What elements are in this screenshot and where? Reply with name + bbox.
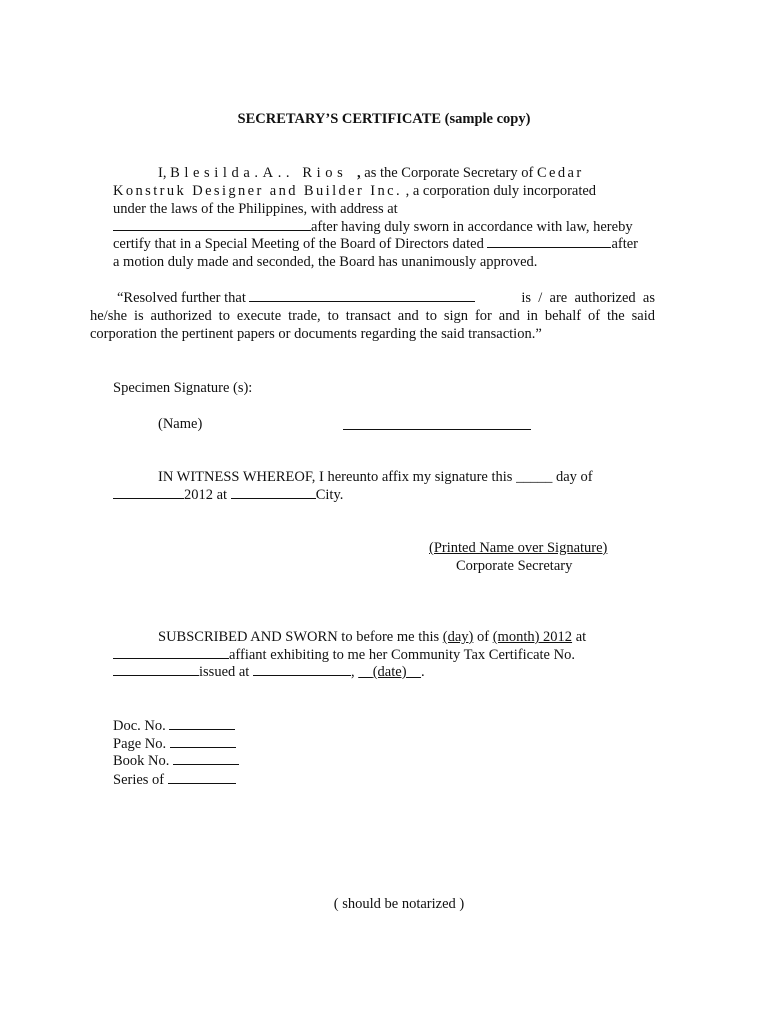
book-no-label: Book No. [113, 753, 174, 769]
affiant-text: affiant exhibiting to me her Community Tax Certificate No. [229, 647, 575, 663]
authorized-person-blank [249, 289, 475, 302]
notary-line-2 [113, 646, 575, 664]
issued-at-text: issued at [199, 664, 253, 680]
affiant-blank [113, 646, 229, 659]
intro-line-2-rest: , a corporation duly incorporated [401, 183, 597, 199]
sworn-text: SUBSCRIBED AND SWORN to before me this [158, 629, 443, 645]
day-field: (day) [442, 629, 474, 645]
intro-line-1 [158, 164, 655, 182]
intro-line-4-rest: after having duly sworn in accordance with law, hereby [311, 219, 633, 235]
company-name-part1: Cedar [536, 165, 584, 181]
intro-line-6: a motion duly made and seconded, the Board has unanimously approved. [113, 254, 538, 270]
specimen-signature-line [343, 429, 531, 430]
intro-line-2 [113, 182, 655, 200]
notary-line-1 [158, 628, 586, 646]
notary-line-3 [113, 663, 425, 681]
specimen-label: Specimen Signature (s): [113, 380, 253, 396]
book-no-row [113, 752, 239, 770]
meeting-date-blank [487, 235, 611, 248]
page-no-label: Page No. [113, 736, 170, 752]
address-blank [113, 218, 311, 231]
witness-city-blank [231, 486, 316, 499]
comma-text: , [350, 664, 359, 680]
book-no-blank [173, 752, 239, 765]
page-no-blank [170, 735, 236, 748]
witness-month-blank [113, 486, 184, 499]
doc-no-blank [169, 717, 235, 730]
series-blank [168, 771, 236, 784]
authorized-text: is / are authorized as [521, 290, 655, 306]
intro-line-5 [113, 235, 638, 253]
month-year-field: (month) 2012 [492, 629, 573, 645]
printed-name-label: (Printed Name over Signature) [429, 540, 608, 556]
witness-city-text: City. [315, 487, 344, 503]
witness-line-2 [113, 486, 343, 504]
intro-line-3: under the laws of the Philippines, with address at [113, 201, 398, 217]
document-title: SECRETARY’S CERTIFICATE (sample copy) [237, 111, 531, 127]
resolution-line-2: he/she is authorized to execute trade, to transact and to sign for and in behalf of the said [90, 308, 655, 324]
meeting-text: certify that in a Special Meeting of the Board of Directors dated [113, 236, 488, 252]
resolution-line-3: corporation the pertinent papers or documents regarding the said transaction.” [90, 326, 542, 342]
issued-place-blank [253, 663, 351, 676]
notarize-note: ( should be notarized ) [333, 896, 465, 912]
secretary-name: Blesilda.A.. Rios [170, 165, 348, 181]
as-text: as the Corporate Secretary of [360, 165, 537, 181]
name-comma: , [357, 165, 361, 181]
date-field: ​ (date) [358, 664, 407, 680]
after-text: after [611, 236, 639, 252]
resolved-text: “Resolved further that [117, 290, 250, 306]
company-name-part2: Konstruk Designer and Builder Inc. [113, 183, 402, 199]
doc-no-row [113, 717, 235, 735]
resolution-line-1 [117, 289, 655, 307]
corporate-secretary-label: Corporate Secretary [456, 558, 573, 574]
witness-year-text: 2012 at [184, 487, 231, 503]
ctc-number-blank [113, 663, 199, 676]
date-label: (date) [372, 664, 407, 680]
witness-line-1: IN WITNESS WHEREOF, I hereunto affix my signature this _____ day of [158, 469, 593, 485]
intro-line-4 [113, 218, 633, 236]
at-text: at [572, 629, 587, 645]
doc-no-label: Doc. No. [113, 718, 170, 734]
specimen-name-label: (Name) [158, 416, 203, 432]
page-no-row [113, 735, 236, 753]
intro-prefix: I, [158, 165, 171, 181]
period-text: . [421, 664, 425, 680]
of-text: of [473, 629, 493, 645]
series-label: Series of [113, 772, 168, 788]
series-row [113, 771, 236, 789]
